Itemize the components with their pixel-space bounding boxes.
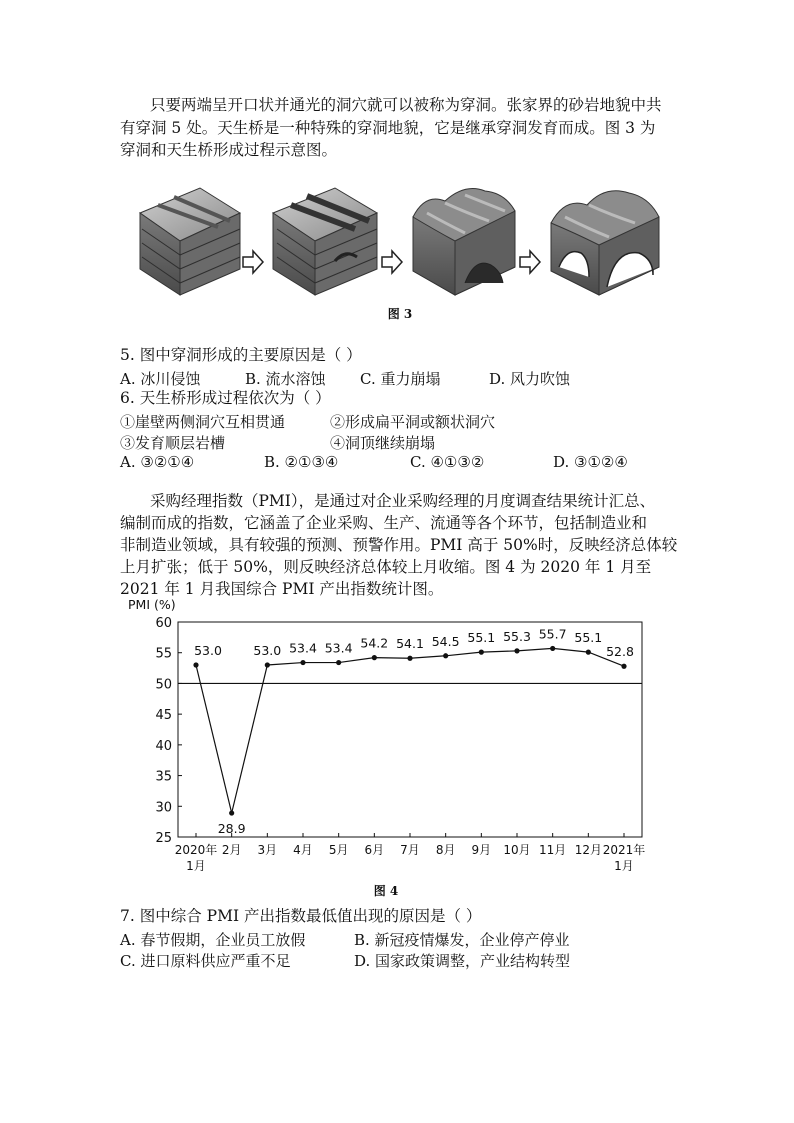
data-point <box>229 810 234 815</box>
data-label: 53.4 <box>324 640 353 656</box>
data-label: 55.1 <box>574 630 603 646</box>
data-point <box>621 664 626 669</box>
data-point <box>443 653 448 658</box>
y-tick-label: 50 <box>155 677 172 693</box>
pmi-line: 编制而成的指数，它涵盖了企业采购、生产、流通等各个环节，包括制造业和 <box>120 514 648 532</box>
data-point <box>300 660 305 665</box>
question-6-step-4: ④洞顶继续崩塌 <box>330 434 436 452</box>
x-tick-label: 10月 <box>503 843 531 857</box>
question-6-option-c[interactable]: C. ④①③② <box>410 453 485 471</box>
data-label: 54.5 <box>431 633 460 649</box>
question-5-option-b[interactable]: B. 流水溶蚀 <box>245 370 326 388</box>
question-6-step-2: ②形成扁平洞或额状洞穴 <box>330 413 496 431</box>
block-stage-4 <box>551 191 659 295</box>
intro-paragraph <box>120 94 680 162</box>
y-tick-label: 25 <box>155 831 172 846</box>
y-tick-label: 60 <box>155 616 172 631</box>
data-label: 55.3 <box>503 628 531 644</box>
x-tick-label: 2月 <box>221 843 242 857</box>
data-point <box>514 648 519 653</box>
data-point <box>336 660 341 665</box>
x-tick-label: 3月 <box>257 843 278 857</box>
question-7-option-d[interactable]: D. 国家政策调整，产业结构转型 <box>354 952 571 970</box>
data-label: 55.7 <box>538 626 567 642</box>
x-tick-label: 7月 <box>400 843 420 857</box>
x-tick-label: 4月 <box>293 843 313 857</box>
question-6-step-1: ①崖壁两侧洞穴互相贯通 <box>120 413 286 431</box>
pmi-line: 采购经理指数（PMI），是通过对企业采购经理的月度调查结果统计汇总、 <box>150 492 656 510</box>
question-5-stem: 5. 图中穿洞形成的主要原因是（ ） <box>120 346 362 364</box>
intro-line: 穿洞和天生桥形成过程示意图。 <box>120 141 338 159</box>
data-label: 53.4 <box>289 640 317 656</box>
x-tick-label: 2021年 <box>602 843 646 857</box>
question-5-option-c[interactable]: C. 重力崩塌 <box>360 370 441 388</box>
x-tick-label: 12月 <box>574 843 602 857</box>
intro-line: 只要两端呈开口状并通光的洞穴就可以被称为穿洞。张家界的砂岩地貌中共 <box>150 96 662 114</box>
question-6-option-a[interactable]: A. ③②①④ <box>120 453 195 471</box>
figure-3-caption: 图 3 <box>387 307 413 321</box>
block-stage-2 <box>273 188 377 295</box>
question-5-option-d[interactable]: D. 风力吹蚀 <box>489 370 571 388</box>
data-label: 54.1 <box>396 636 424 652</box>
question-7-option-b[interactable]: B. 新冠疫情爆发，企业停产停业 <box>354 931 570 949</box>
x-tick-label: 2020年 <box>174 843 218 857</box>
y-tick-label: 35 <box>155 769 172 785</box>
data-point <box>550 646 555 651</box>
y-tick-label: 45 <box>155 708 172 724</box>
question-5-option-a[interactable]: A. 冰川侵蚀 <box>120 370 201 388</box>
arrow-right-icon <box>243 251 263 273</box>
plot-frame <box>178 622 642 837</box>
data-point <box>372 655 377 660</box>
pmi-line-chart <box>120 594 660 879</box>
data-label: 53.0 <box>194 643 222 658</box>
arrow-right-icon <box>382 251 402 273</box>
x-tick-label: 6月 <box>364 843 385 857</box>
series-line <box>196 648 624 813</box>
x-tick-label: 8月 <box>435 843 456 857</box>
x-tick-label: 11月 <box>539 843 567 857</box>
pmi-line: 上月扩张；低于 50%，则反映经济总体较上月收缩。图 4 为 2020 年 1 月至 <box>120 558 652 576</box>
data-label: 55.1 <box>467 630 496 646</box>
question-6-step-3: ③发育顺层岩槽 <box>120 434 226 452</box>
arrow-right-icon <box>520 251 540 273</box>
pmi-line: 2021 年 1 月我国综合 PMI 产出指数统计图。 <box>120 580 444 598</box>
data-point <box>586 650 591 655</box>
y-axis-label: PMI (%) <box>128 597 176 612</box>
data-label: 54.2 <box>360 635 389 651</box>
figure-3-diagram <box>130 183 670 303</box>
x-tick-label: 5月 <box>328 843 349 857</box>
data-label: 28.9 <box>217 821 246 837</box>
x-tick-label: 1月 <box>614 859 634 873</box>
question-6-stem: 6. 天生桥形成过程依次为（ ） <box>120 389 331 407</box>
x-tick-label: 9月 <box>471 843 492 857</box>
data-label: 52.8 <box>606 644 634 660</box>
question-6-option-d[interactable]: D. ③①②④ <box>553 453 628 471</box>
data-point <box>265 662 270 667</box>
question-6-option-b[interactable]: B. ②①③④ <box>264 453 339 471</box>
data-point <box>407 656 412 661</box>
x-tick-label: 1月 <box>186 859 206 873</box>
pmi-line: 非制造业领域，具有较强的预测、预警作用。PMI 高于 50%时，反映经济总体较 <box>120 536 678 554</box>
data-point <box>479 650 484 655</box>
y-tick-label: 55 <box>155 646 172 662</box>
y-tick-label: 30 <box>155 800 172 816</box>
y-tick-label: 40 <box>155 738 172 754</box>
question-7-option-c[interactable]: C. 进口原料供应严重不足 <box>120 952 291 970</box>
data-point <box>193 662 198 667</box>
question-7-option-a[interactable]: A. 春节假期，企业员工放假 <box>120 931 306 949</box>
data-label: 53.0 <box>253 643 282 658</box>
intro-line: 有穿洞 5 处。天生桥是一种特殊的穿洞地貌，它是继承穿洞发育而成。图 3 为 <box>120 118 656 137</box>
pmi-paragraph <box>120 490 680 600</box>
block-stage-1 <box>140 188 240 295</box>
figure-4-caption: 图 4 <box>373 884 399 898</box>
block-stage-3 <box>413 189 515 295</box>
question-7-stem: 7. 图中综合 PMI 产出指数最低值出现的原因是（ ） <box>120 907 482 925</box>
